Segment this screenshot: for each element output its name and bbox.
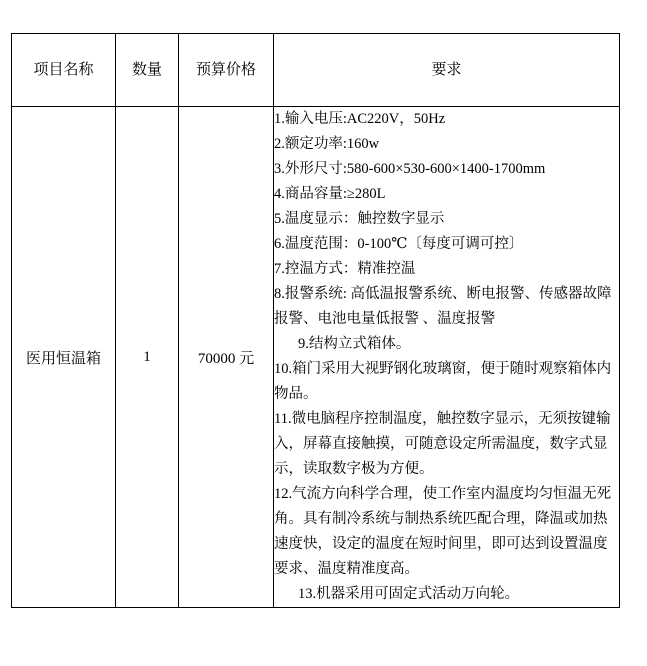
specification-table — [11, 33, 620, 608]
requirement-line: 13.机器采用可固定式活动万向轮。 — [298, 586, 520, 602]
requirement-line: 9.结构立式箱体。 — [298, 336, 411, 352]
table-header — [12, 34, 620, 107]
cell-requirements — [274, 107, 620, 608]
requirement-line: 12.气流方向科学合理，使工作室内温度均匀恒温无死角。具有制冷系统与制热系统匹配合理，降温或加热速度快，设定的温度在短时间里，即可达到设置温度要求、温度精准度高。 — [274, 486, 612, 577]
requirement-line: 1.输入电压:AC220V，50Hz — [274, 111, 446, 127]
requirement-line: 11.微电脑程序控制温度，触控数字显示，无须按键输入，屏幕直接触摸，可随意设定所需温度，数字式显示，读取数字极为方便。 — [274, 411, 611, 477]
requirement-line: 3.外形尺寸:580-600×530-600×1400-1700mm — [274, 161, 546, 177]
document-page — [0, 33, 647, 666]
cell-budget-price: 70000 元 — [179, 107, 274, 608]
requirement-line: 5.温度显示：触控数字显示 — [274, 211, 445, 227]
cell-project-name: 医用恒温箱 — [12, 107, 116, 608]
table-header-row — [12, 34, 620, 107]
requirement-line: 2.额定功率:160w — [274, 136, 380, 152]
column-header-requirements: 要求 — [274, 34, 620, 107]
table-row — [12, 107, 620, 608]
table-body — [12, 107, 620, 608]
requirement-line: 10.箱门采用大视野钢化玻璃窗，便于随时观察箱体内物品。 — [274, 361, 612, 402]
requirement-line: 8.报警系统: 高低温报警系统、断电报警、传感器故障报警、电池电量低报警 、温度报警 — [274, 286, 612, 327]
requirement-line: 6.温度范围：0-100℃〔每度可调可控〕 — [274, 236, 524, 252]
requirement-line: 7.控温方式：精准控温 — [274, 261, 416, 277]
cell-quantity: 1 — [116, 107, 179, 608]
requirement-line: 4.商品容量:≥280L — [274, 186, 386, 202]
column-header-project-name: 项目名称 — [12, 34, 116, 107]
column-header-budget-price: 预算价格 — [179, 34, 274, 107]
column-header-quantity: 数量 — [116, 34, 179, 107]
